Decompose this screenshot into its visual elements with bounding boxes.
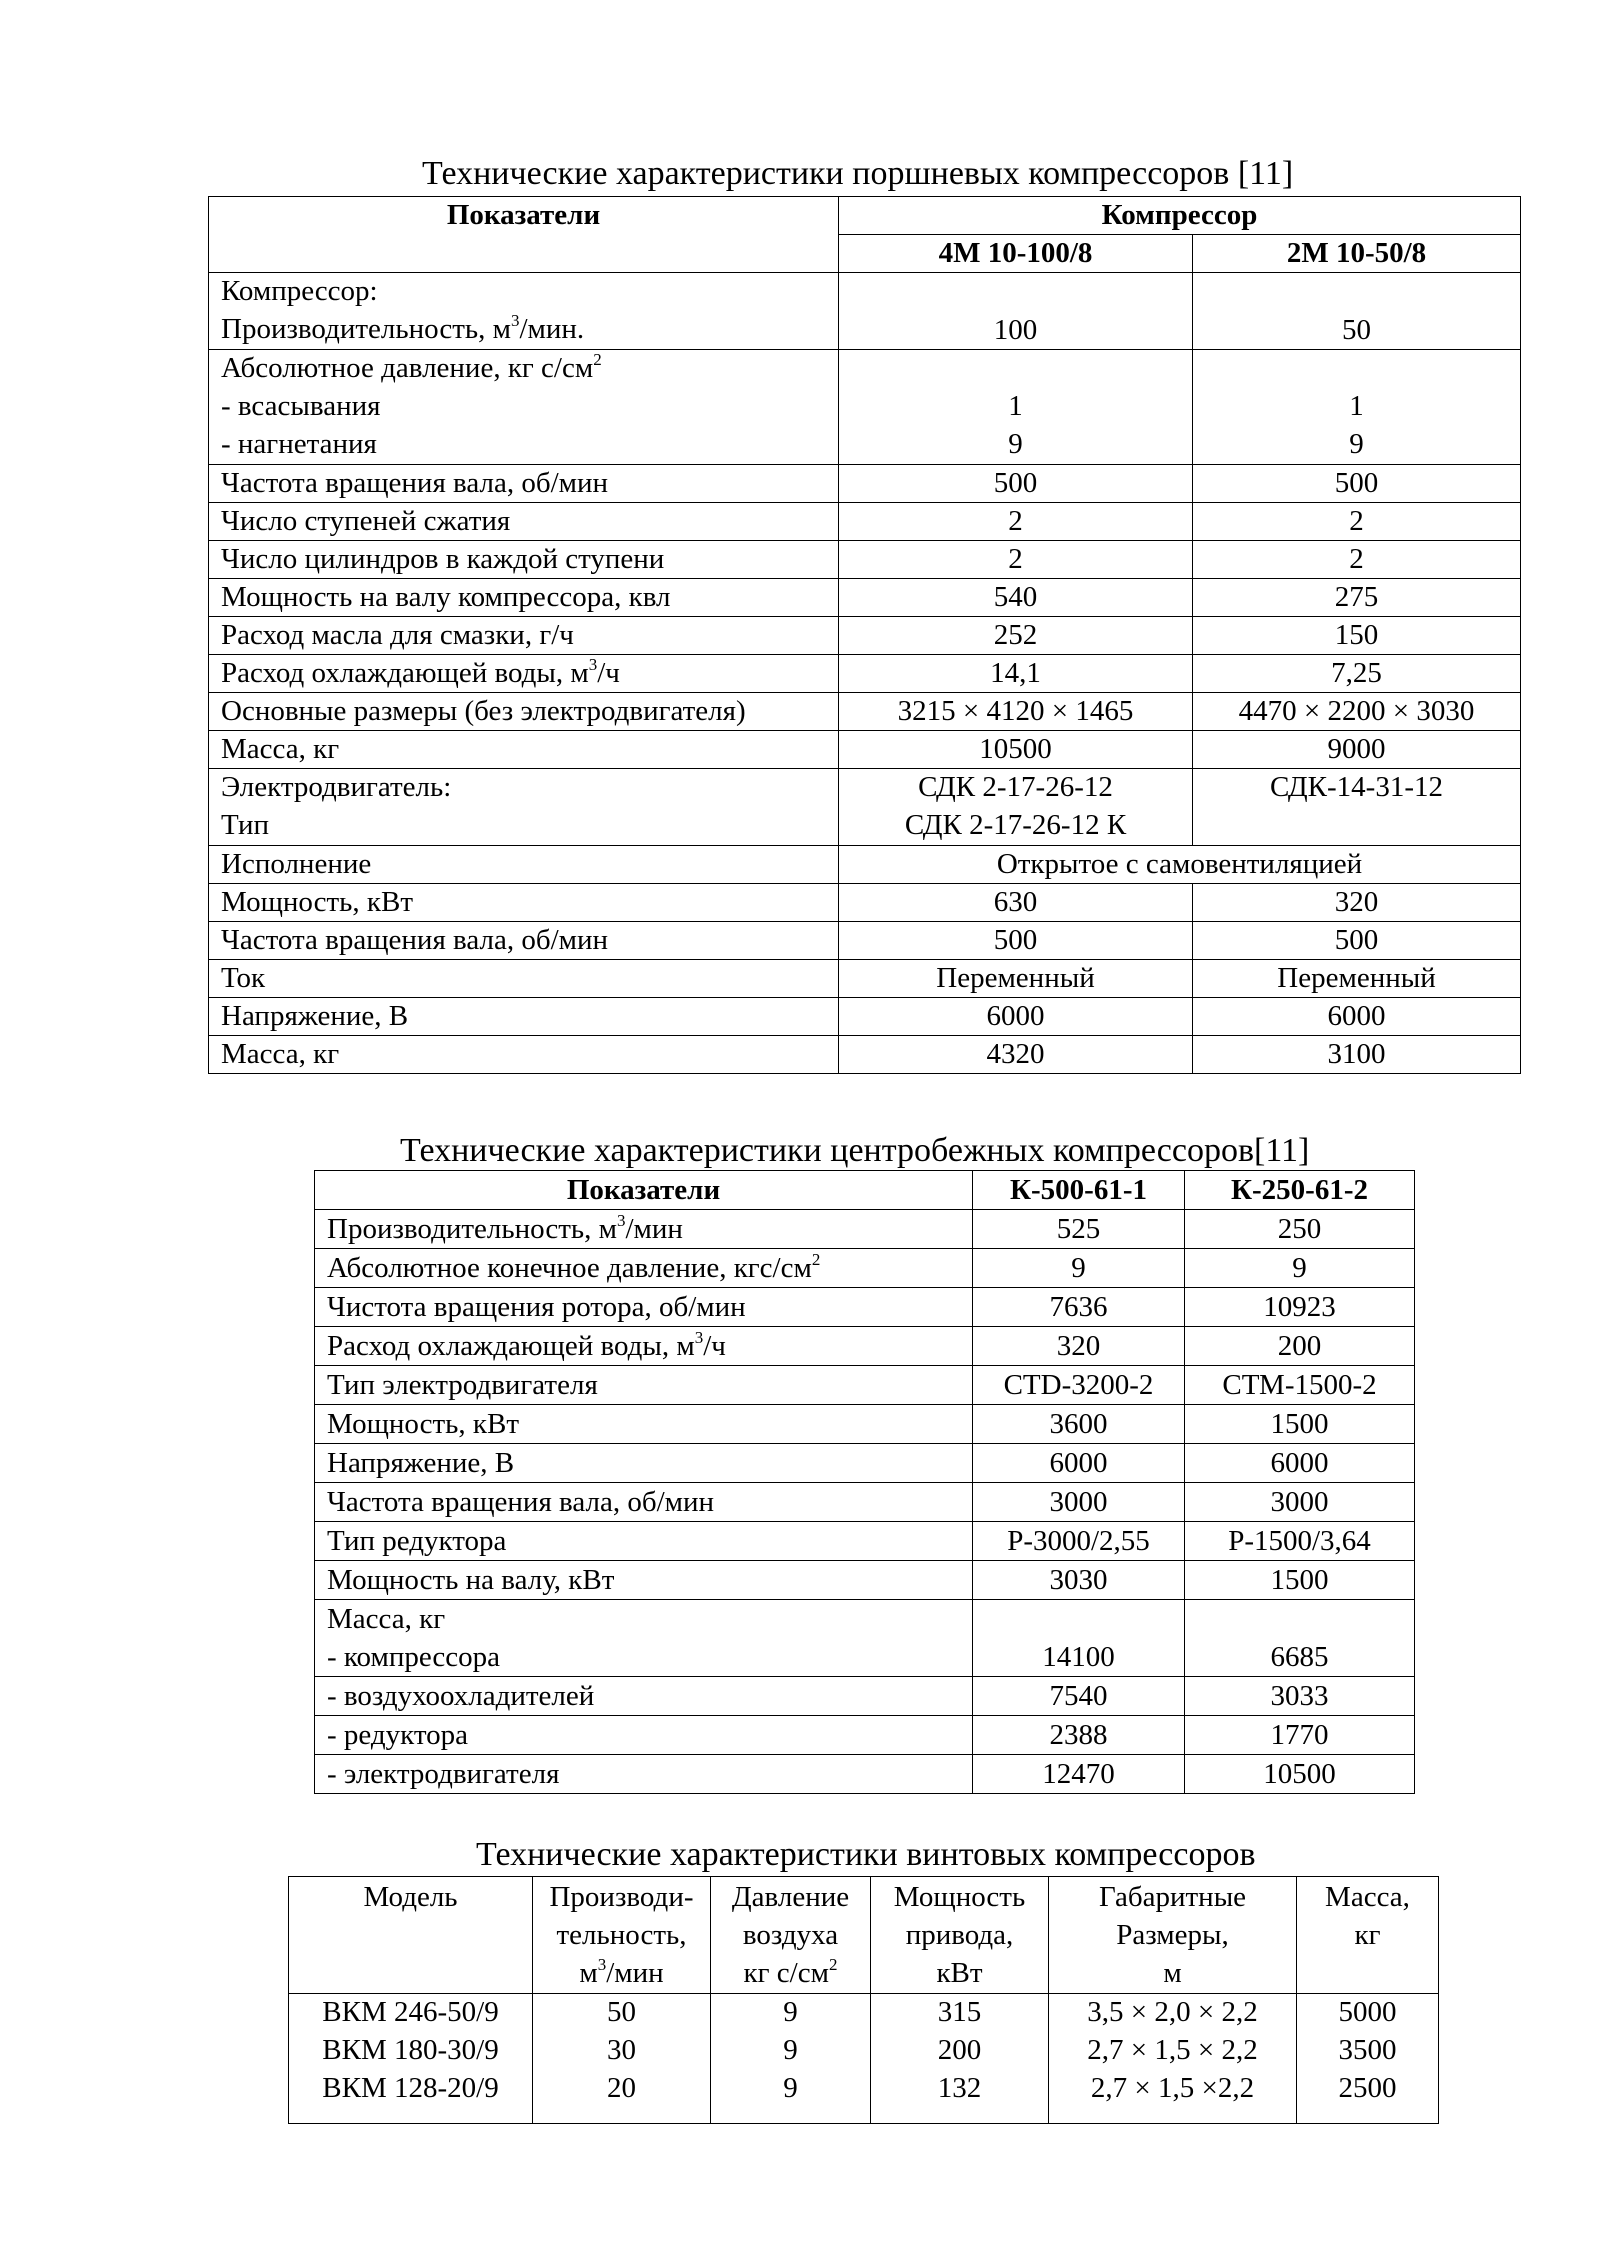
row-label: Масса, кг [209,731,839,769]
row-label: Мощность, кВт [315,1405,973,1444]
cell-value: 9 [1185,1249,1415,1288]
table-row [209,960,1521,998]
row-label: Чистота вращения ротора, об/мин [315,1288,973,1327]
cell-value: 2388 [973,1716,1185,1755]
cell-pressure: 9 [783,2072,798,2104]
row-label-tail: /мин [625,1213,683,1245]
centrifugal-compressors-table [314,1170,1415,1794]
cell-mass: 5000 [1338,1996,1397,2028]
header-model-k500: К-500-61-1 [973,1171,1185,1210]
table-row [209,350,1521,465]
table-row [315,1522,1415,1561]
row-label: Тип редуктора [315,1522,973,1561]
row-label: Абсолютное давление, кг с/см [221,352,594,384]
row-label: Масса, кг [209,1036,839,1074]
row-label: - компрессора [327,1641,501,1673]
cell-value: 525 [973,1210,1185,1249]
screw-compressors-table [288,1876,1439,2124]
row-label-sup: 3 [616,1211,626,1230]
row-label: Расход охлаждающей воды, м [327,1330,695,1362]
cell-value: 3215 × 4120 × 1465 [839,693,1193,731]
cell-value: 320 [973,1327,1185,1366]
table-row [209,579,1521,617]
row-label: Электродвигатель: [221,771,452,803]
cell-dimensions: 3,5 × 2,0 × 2,2 [1087,1996,1258,2028]
cell-value: 630 [839,884,1193,922]
row-label: Абсолютное конечное давление, кгс/см [327,1252,812,1284]
header-mass: Масса, [1325,1881,1410,1913]
cell-value: 9 [973,1249,1185,1288]
header-dimensions: Размеры, [1116,1919,1229,1951]
row-label: Производительность, м [327,1213,617,1245]
header-dimensions: Габаритные [1098,1881,1247,1913]
header-power: привода, [905,1919,1014,1951]
cell-value: 200 [1185,1327,1415,1366]
cell-value: 6000 [973,1444,1185,1483]
piston-compressors-table [208,196,1521,1074]
row-label-sup: 3 [694,1328,704,1347]
table-row [315,1405,1415,1444]
row-label: Число цилиндров в каждой ступени [209,541,839,579]
table-row [315,1755,1415,1794]
cell-performance: 20 [607,2072,636,2104]
header-performance: тельность, [556,1919,687,1951]
header-performance-sup: 3 [597,1955,607,1974]
cell-value: 2 [839,503,1193,541]
header-dimensions-unit: м [1163,1957,1182,1989]
row-label: Частота вращения вала, об/мин [315,1483,973,1522]
header-indicators: Показатели [209,197,839,273]
header-model-2m: 2М 10-50/8 [1193,235,1521,273]
header-pressure-sup: 2 [828,1955,838,1974]
cell-dimensions: 2,7 × 1,5 × 2,2 [1087,2034,1258,2066]
cell-model: ВКМ 180-30/9 [322,2034,499,2066]
cell-value: 10500 [839,731,1193,769]
header-model-k250: К-250-61-2 [1185,1171,1415,1210]
header-indicators: Показатели [315,1171,973,1210]
header-performance: Производи- [549,1881,694,1913]
cell-value: 100 [839,273,1193,350]
row-label-tail: /ч [703,1330,726,1362]
cell-value: 6000 [1185,1444,1415,1483]
cell-value: 10923 [1185,1288,1415,1327]
cell-mass: 2500 [1338,2072,1397,2104]
cell-value: Р-1500/3,64 [1185,1522,1415,1561]
cell-value: Р-3000/2,55 [973,1522,1185,1561]
cell-value: СДК 2-17-26-12 К [904,809,1127,841]
cell-value: 1500 [1185,1561,1415,1600]
cell-value: 3600 [973,1405,1185,1444]
cell-value: Переменный [839,960,1193,998]
cell-pressure: 9 [783,1996,798,2028]
row-label: Расход масла для смазки, г/ч [209,617,839,655]
cell-value: 7540 [973,1677,1185,1716]
header-model-4m: 4М 10-100/8 [839,235,1193,273]
row-label: - электродвигателя [315,1755,973,1794]
cell-value: 6000 [1193,998,1521,1036]
table-row [209,541,1521,579]
table-row [209,731,1521,769]
table-row [209,769,1521,846]
table2-title: Технические характеристики центробежных компрессоров[11] [400,1132,1310,1169]
cell-model: ВКМ 246-50/9 [322,1996,499,2028]
cell-model: ВКМ 128-20/9 [322,2072,499,2104]
cell-value: 6000 [839,998,1193,1036]
table3-title: Технические характеристики винтовых компрессоров [476,1836,1256,1873]
cell-value: 3000 [1185,1483,1415,1522]
header-model: Модель [289,1877,533,1994]
cell-value: 14,1 [839,655,1193,693]
row-label: Частота вращения вала, об/мин [209,922,839,960]
header-performance-unit: м [579,1957,598,1989]
table-row [315,1483,1415,1522]
row-label: - всасывания [221,390,381,422]
cell-value: СДК-14-31-12 [1193,769,1521,846]
cell-value: 320 [1193,884,1521,922]
cell-performance: 30 [607,2034,636,2066]
cell-value: 9 [1349,428,1364,460]
cell-value: 4470 × 2200 × 3030 [1193,693,1521,731]
row-label: Частота вращения вала, об/мин [209,465,839,503]
cell-pressure: 9 [783,2034,798,2066]
row-label: Производительность, м [221,313,511,345]
cell-value: 6685 [1185,1600,1415,1677]
cell-value: 150 [1193,617,1521,655]
table-row [209,998,1521,1036]
cell-value: 9 [1008,428,1023,460]
row-label-sup: 2 [593,350,602,369]
table-row [209,273,1521,350]
row-label: Мощность, кВт [209,884,839,922]
cell-value: СТD-3200-2 [973,1366,1185,1405]
cell-value: 540 [839,579,1193,617]
cell-value: СДК 2-17-26-12 [918,771,1113,803]
cell-mass: 3500 [1338,2034,1397,2066]
table1-title: Технические характеристики поршневых компрессоров [11] [422,155,1294,192]
table-row [209,617,1521,655]
cell-value: 50 [1193,273,1521,350]
row-label: Масса, кг [327,1603,446,1635]
row-label-sup: 3 [510,311,520,330]
cell-value: 1500 [1185,1405,1415,1444]
row-label: Напряжение, В [209,998,839,1036]
table-row [315,1677,1415,1716]
header-mass-unit: кг [1354,1919,1381,1951]
row-label: Исполнение [209,846,839,884]
cell-value: 14100 [973,1600,1185,1677]
cell-value: 1 [1349,390,1364,422]
row-label-tail: /мин. [519,313,585,345]
cell-value: 2 [1193,541,1521,579]
cell-value: 252 [839,617,1193,655]
cell-performance: 50 [607,1996,636,2028]
row-label: Расход охлаждающей воды, м [221,657,589,689]
cell-value: 3030 [973,1561,1185,1600]
row-label: Мощность на валу компрессора, квл [209,579,839,617]
cell-value: 12470 [973,1755,1185,1794]
row-label: - редуктора [315,1716,973,1755]
table-row [209,922,1521,960]
cell-value: СТМ-1500-2 [1185,1366,1415,1405]
table-row [209,503,1521,541]
row-label: - воздухоохладителей [315,1677,973,1716]
table-row [315,1600,1415,1677]
cell-value: 500 [1193,922,1521,960]
table-row [209,465,1521,503]
cell-value: 7636 [973,1288,1185,1327]
table-row [315,1249,1415,1288]
table-row [315,1210,1415,1249]
cell-value: 4320 [839,1036,1193,1074]
cell-value: Переменный [1193,960,1521,998]
cell-power: 132 [937,2072,982,2104]
table-row [315,1561,1415,1600]
row-label: Тип электродвигателя [315,1366,973,1405]
cell-value: 2 [1193,503,1521,541]
row-label: Напряжение, В [315,1444,973,1483]
row-label: - нагнетания [221,428,377,460]
table-row [209,884,1521,922]
cell-value: 1 [1008,390,1023,422]
cell-value: 1770 [1185,1716,1415,1755]
cell-power: 315 [937,1996,982,2028]
row-label: Тип [221,809,270,841]
header-pressure: Давление [731,1881,850,1913]
table-row [315,1716,1415,1755]
table-row [209,1036,1521,1074]
table-row [289,1994,1439,2124]
table-row [209,846,1521,884]
cell-power: 200 [937,2034,982,2066]
cell-value: 250 [1185,1210,1415,1249]
table-row [315,1327,1415,1366]
header-pressure: воздуха [742,1919,839,1951]
row-label: Компрессор: [221,275,378,307]
cell-dimensions: 2,7 × 1,5 ×2,2 [1090,2072,1255,2104]
header-pressure-unit: кг с/см [743,1957,829,1989]
header-power-unit: кВт [936,1957,983,1989]
row-label: Число ступеней сжатия [209,503,839,541]
cell-value: 3100 [1193,1036,1521,1074]
table-row [315,1366,1415,1405]
cell-value: 3000 [973,1483,1185,1522]
cell-value: Открытое с самовентиляцией [839,846,1521,884]
row-label-sup: 3 [588,655,598,674]
header-performance-tail: /мин [606,1957,664,1989]
row-label: Мощность на валу, кВт [315,1561,973,1600]
cell-value: 9000 [1193,731,1521,769]
cell-value: 3033 [1185,1677,1415,1716]
cell-value: 2 [839,541,1193,579]
header-compressor-group: Компрессор [839,197,1521,235]
cell-value: 500 [839,465,1193,503]
table-row [209,693,1521,731]
table-row [315,1288,1415,1327]
row-label-sup: 2 [811,1250,821,1269]
cell-value: 10500 [1185,1755,1415,1794]
table-row [209,655,1521,693]
row-label: Ток [209,960,839,998]
header-power: Мощность [893,1881,1026,1913]
row-label-tail: /ч [597,657,620,689]
cell-value: 7,25 [1193,655,1521,693]
row-label: Основные размеры (без электродвигателя) [209,693,839,731]
cell-value: 500 [839,922,1193,960]
table-row [315,1444,1415,1483]
cell-value: 500 [1193,465,1521,503]
cell-value: 275 [1193,579,1521,617]
